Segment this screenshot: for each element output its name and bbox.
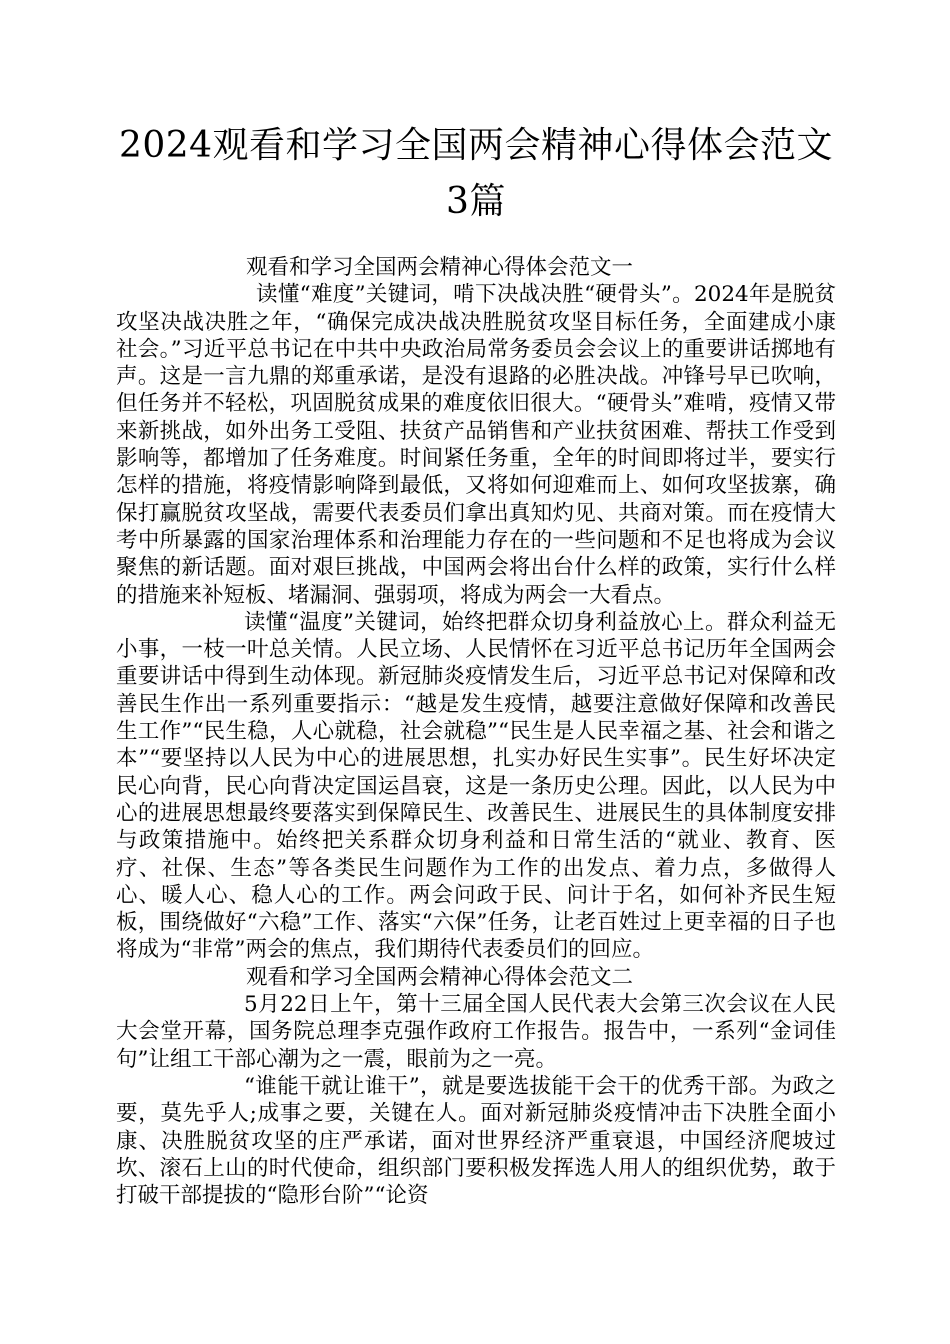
section-heading: 观看和学习全国两会精神心得体会范文一 — [246, 255, 634, 280]
document-page — [116, 118, 836, 1209]
body-paragraph: 读懂“温度”关键词，始终把群众切身利益放心上。群众利益无小事，一枝一叶总关情。人民立场、人民情怀在习近平总书记历年全国两会重要讲话中得到生动体现。新冠肺炎疫情发生后，习近平总书记对保障和改善民生作出一系列重要指示：“越是发生疫情，越要注意做好保障和改善民生工作”“民生稳，人心就稳，社会就稳”“民生是人民幸福之基、社会和谐之本”“要坚持以人民为中心的进展思想，扎实办好民生实事”。民生好坏决定民心向背，民心向背决定国运昌衰，这是一条历史公理。因此，以人民为中心的进展思想最终要落实到保障民生、改善民生、进展民生的具体制度安排与政策措施中。始终把关系群众切身利益和日常生活的“就业、教育、医疗、社保、生态”等各类民生问题作为工作的出发点、着力点，多做得人心、暖人心、稳人心的工作。两会问政于民、问计于名，如何补齐民生短板，围绕做好“六稳”工作、落实“六保”任务，让老百姓过上更幸福的日子也将成为“非常”两会的焦点，我们期待代表委员们的回应。 — [116, 609, 836, 963]
document-body — [116, 254, 836, 1209]
body-paragraph: “谁能干就让谁干”，就是要选拔能干会干的优秀干部。为政之要，莫先乎人;成事之要，关键在人。面对新冠肺炎疫情冲击下决胜全面小康、决胜脱贫攻坚的庄严承诺，面对世界经济严重衰退，中国经济爬坡过坎、滚石上山的时代使命，组织部门要积极发挥选人用人的组织优势，敢于打破干部提拔的“隐形台阶”“论资 — [116, 1073, 836, 1209]
body-paragraph: 5月22日上午，第十三届全国人民代表大会第三次会议在人民大会堂开幕，国务院总理李克强作政府工作报告。报告中，一系列“金词佳句”让组工干部心潮为之一震，眼前为之一亮。 — [116, 992, 836, 1072]
section-heading: 观看和学习全国两会精神心得体会范文二 — [246, 964, 634, 990]
body-paragraph: 读懂“难度”关键词，啃下决战决胜“硬骨头”。2024年是脱贫攻坚决战决胜之年，“确保完成决战决胜脱贫攻坚目标任务，全面建成小康社会。”习近平总书记在中共中央政治局常务委员会会议上的重要讲话掷地有声。这是一言九鼎的郑重承诺，是没有退路的必胜决战。冲锋号早已吹响，但任务并不轻松，巩固脱贫成果的难度依旧很大。“硬骨头”难啃，疫情又带来新挑战，如外出务工受阻、扶贫产品销售和产业扶贫困难、帮扶工作受到影响等，都增加了任务难度。时间紧任务重，全年的时间即将过半，要实行怎样的措施，将疫情影响降到最低，又将如何迎难而上、如何攻坚拔寨，确保打赢脱贫攻坚战，需要代表委员们拿出真知灼见、共商对策。而在疫情大考中所暴露的国家治理体系和治理能力存在的一些问题和不足也将成为会议聚焦的新话题。面对艰巨挑战，中国两会将出台什么样的政策，实行什么样的措施来补短板、堵漏洞、强弱项，将成为两会一大看点。 — [116, 282, 836, 608]
document-title: 2024观看和学习全国两会精神心得体会范文3篇 — [118, 125, 834, 222]
